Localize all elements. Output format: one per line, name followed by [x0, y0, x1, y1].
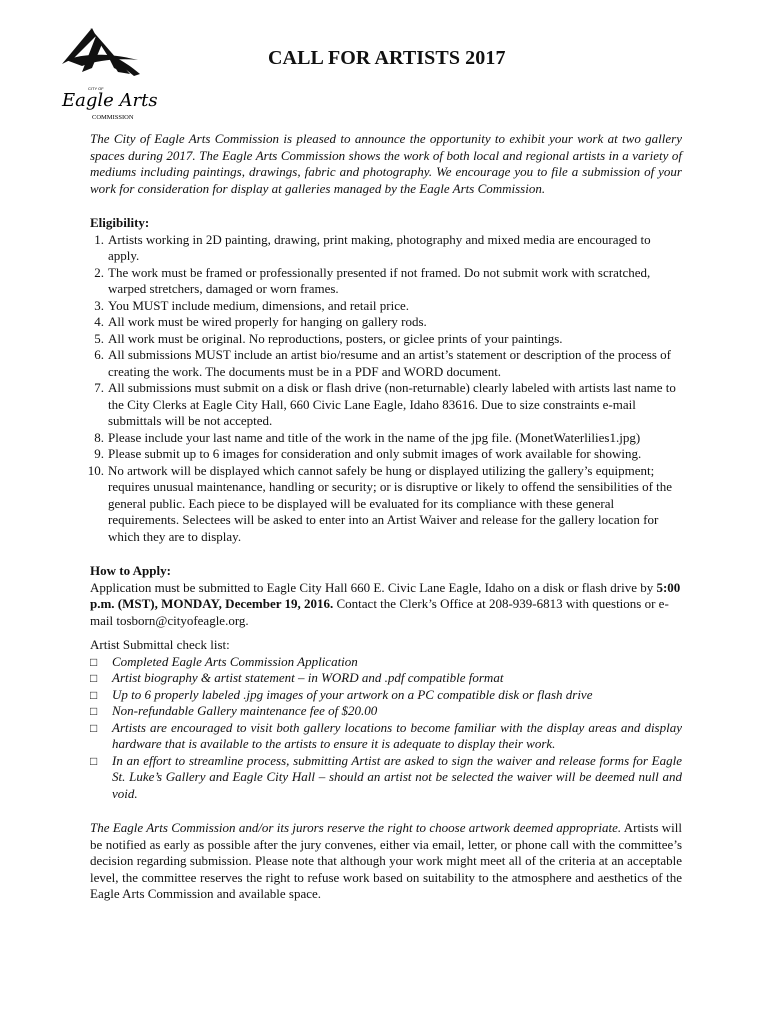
logo-script-text: Eagle Arts [62, 90, 158, 111]
eligibility-item: 5. All work must be original. No reproductions, posters, or giclee prints of your paintings. [94, 330, 563, 346]
eligibility-item: 6. All submissions MUST include an artist bio/resume and an artist’s statement or description of the process of creating the work. The documents must be in a PDF and WORD document. [94, 347, 671, 379]
page-title: CALL FOR ARTISTS 2017 [268, 47, 506, 69]
intro-paragraph: The City of Eagle Arts Commission is pleased to announce the opportunity to exhibit your work at two gallery spaces during 2017. The Eagle Arts Commission shows the work of both local and regional artists in a variety of mediums including paintings, drawings, fabric and photography. We encourage you to file a submission of your work for consideration for display at galleries managed by the Eagle Arts Commission. [90, 131, 682, 196]
checkbox-icon: □ [90, 654, 98, 669]
checklist-item: □ Artist biography & artist statement – in WORD and .pdf compatible format [90, 670, 504, 685]
logo-city-of-text: CITY OF [88, 86, 104, 91]
how-to-apply-heading: How to Apply: [90, 563, 171, 578]
eligibility-item: 9. Please submit up to 6 images for consideration and only submit images of work available for showing. [94, 446, 642, 461]
eligibility-item: 8. Please include your last name and title of the work in the name of the jpg file. (MonetWaterlilies1.jpg) [94, 429, 641, 445]
checklist-item: □ In an effort to streamline process, submitting Artist are asked to sign the waiver and release forms for Eagle St. Luke’s Gallery and Eagle City Hall – should an artist not be selected the waiver will be deemed null and void. [90, 752, 682, 801]
eligibility-item: 1. Artists working in 2D painting, drawing, print making, photography and mixed media are encouraged to apply. [94, 231, 651, 263]
document-body [87, 131, 682, 903]
checklist-item: □ Completed Eagle Arts Commission Application [90, 653, 358, 669]
submittal-checklist [90, 654, 682, 803]
checklist-item: □ Up to 6 properly labeled .jpg images of your artwork on a PC compatible disk or flash drive [90, 686, 593, 702]
checklist-title: Artist Submittal check list: [90, 637, 230, 652]
eligibility-item: 2. The work must be framed or professionally presented if not framed. Do not submit work with scratched, warped stretchers, damaged or worn frames. [94, 264, 651, 296]
checkbox-icon: □ [90, 720, 98, 735]
checkbox-icon: □ [90, 671, 98, 685]
closing-paragraph: The Eagle Arts Commission and/or its jurors reserve the right to choose artwork deemed appropriate. Artists will be notified as early as possible after the jury convenes, either via email, letter, or phone call with the committee’s decision regarding submission. Please note that although your work might meet all of the criteria at an acceptable level, the committee reserves the right to refuse work based on suitability to the atmosphere and aesthetics of the Eagle Arts Commission and available space. [90, 820, 682, 901]
checklist-item: □ Non-refundable Gallery maintenance fee of $20.00 [90, 703, 378, 718]
eagle-arts-logo [52, 24, 182, 124]
eligibility-item: 4. All work must be wired properly for hanging on gallery rods. [94, 314, 427, 329]
eligibility-item: 7. All submissions must submit on a disk or flash drive (non-returnable) clearly labeled with artists last name to the City Clerks at Eagle City Hall, 660 Civic Lane Eagle, Idaho 83616. Due to size constraints e-mail submittals will be not accepted. [94, 380, 676, 428]
eligibility-heading: Eligibility: [90, 215, 150, 230]
deadline-text: 5:00 p.m. (MST), MONDAY, December 19, 2016. [90, 579, 681, 611]
checkbox-icon: □ [90, 753, 98, 768]
checklist-item: □ Artists are encouraged to visit both gallery locations to become familiar with the display areas and display hardware that is available to the artists to ensure it is adequate to display their work. [90, 719, 682, 751]
logo-commission-text: COMMISSION [92, 114, 134, 121]
eligibility-item: 3. You MUST include medium, dimensions, and retail price. [94, 297, 410, 313]
eligibility-list [87, 231, 682, 546]
checkbox-icon: □ [90, 704, 98, 718]
how-to-apply-paragraph: Application must be submitted to Eagle City Hall 660 E. Civic Lane Eagle, Idaho on a disk or flash drive by 5:00 p.m. (MST), MONDAY, December 19, 2016. Contact the Clerk’s Office at 208-939-6813 with questions or e-mail tosborn@cityofeagle.org. [90, 579, 681, 628]
checkbox-icon: □ [90, 687, 98, 702]
eligibility-item: 10. No artwork will be displayed which cannot safely be hung or displayed utilizing the gallery’s equipment; requires unusual maintenance, handling or security; or is disruptive or likely to offend the sensibilities of the general public. Each piece to be displayed will be evaluated for its compliance with these general requirements. Selectees will be asked to enter into an Artist Waiver and release for the gallery location for which they are to display. [87, 462, 673, 544]
